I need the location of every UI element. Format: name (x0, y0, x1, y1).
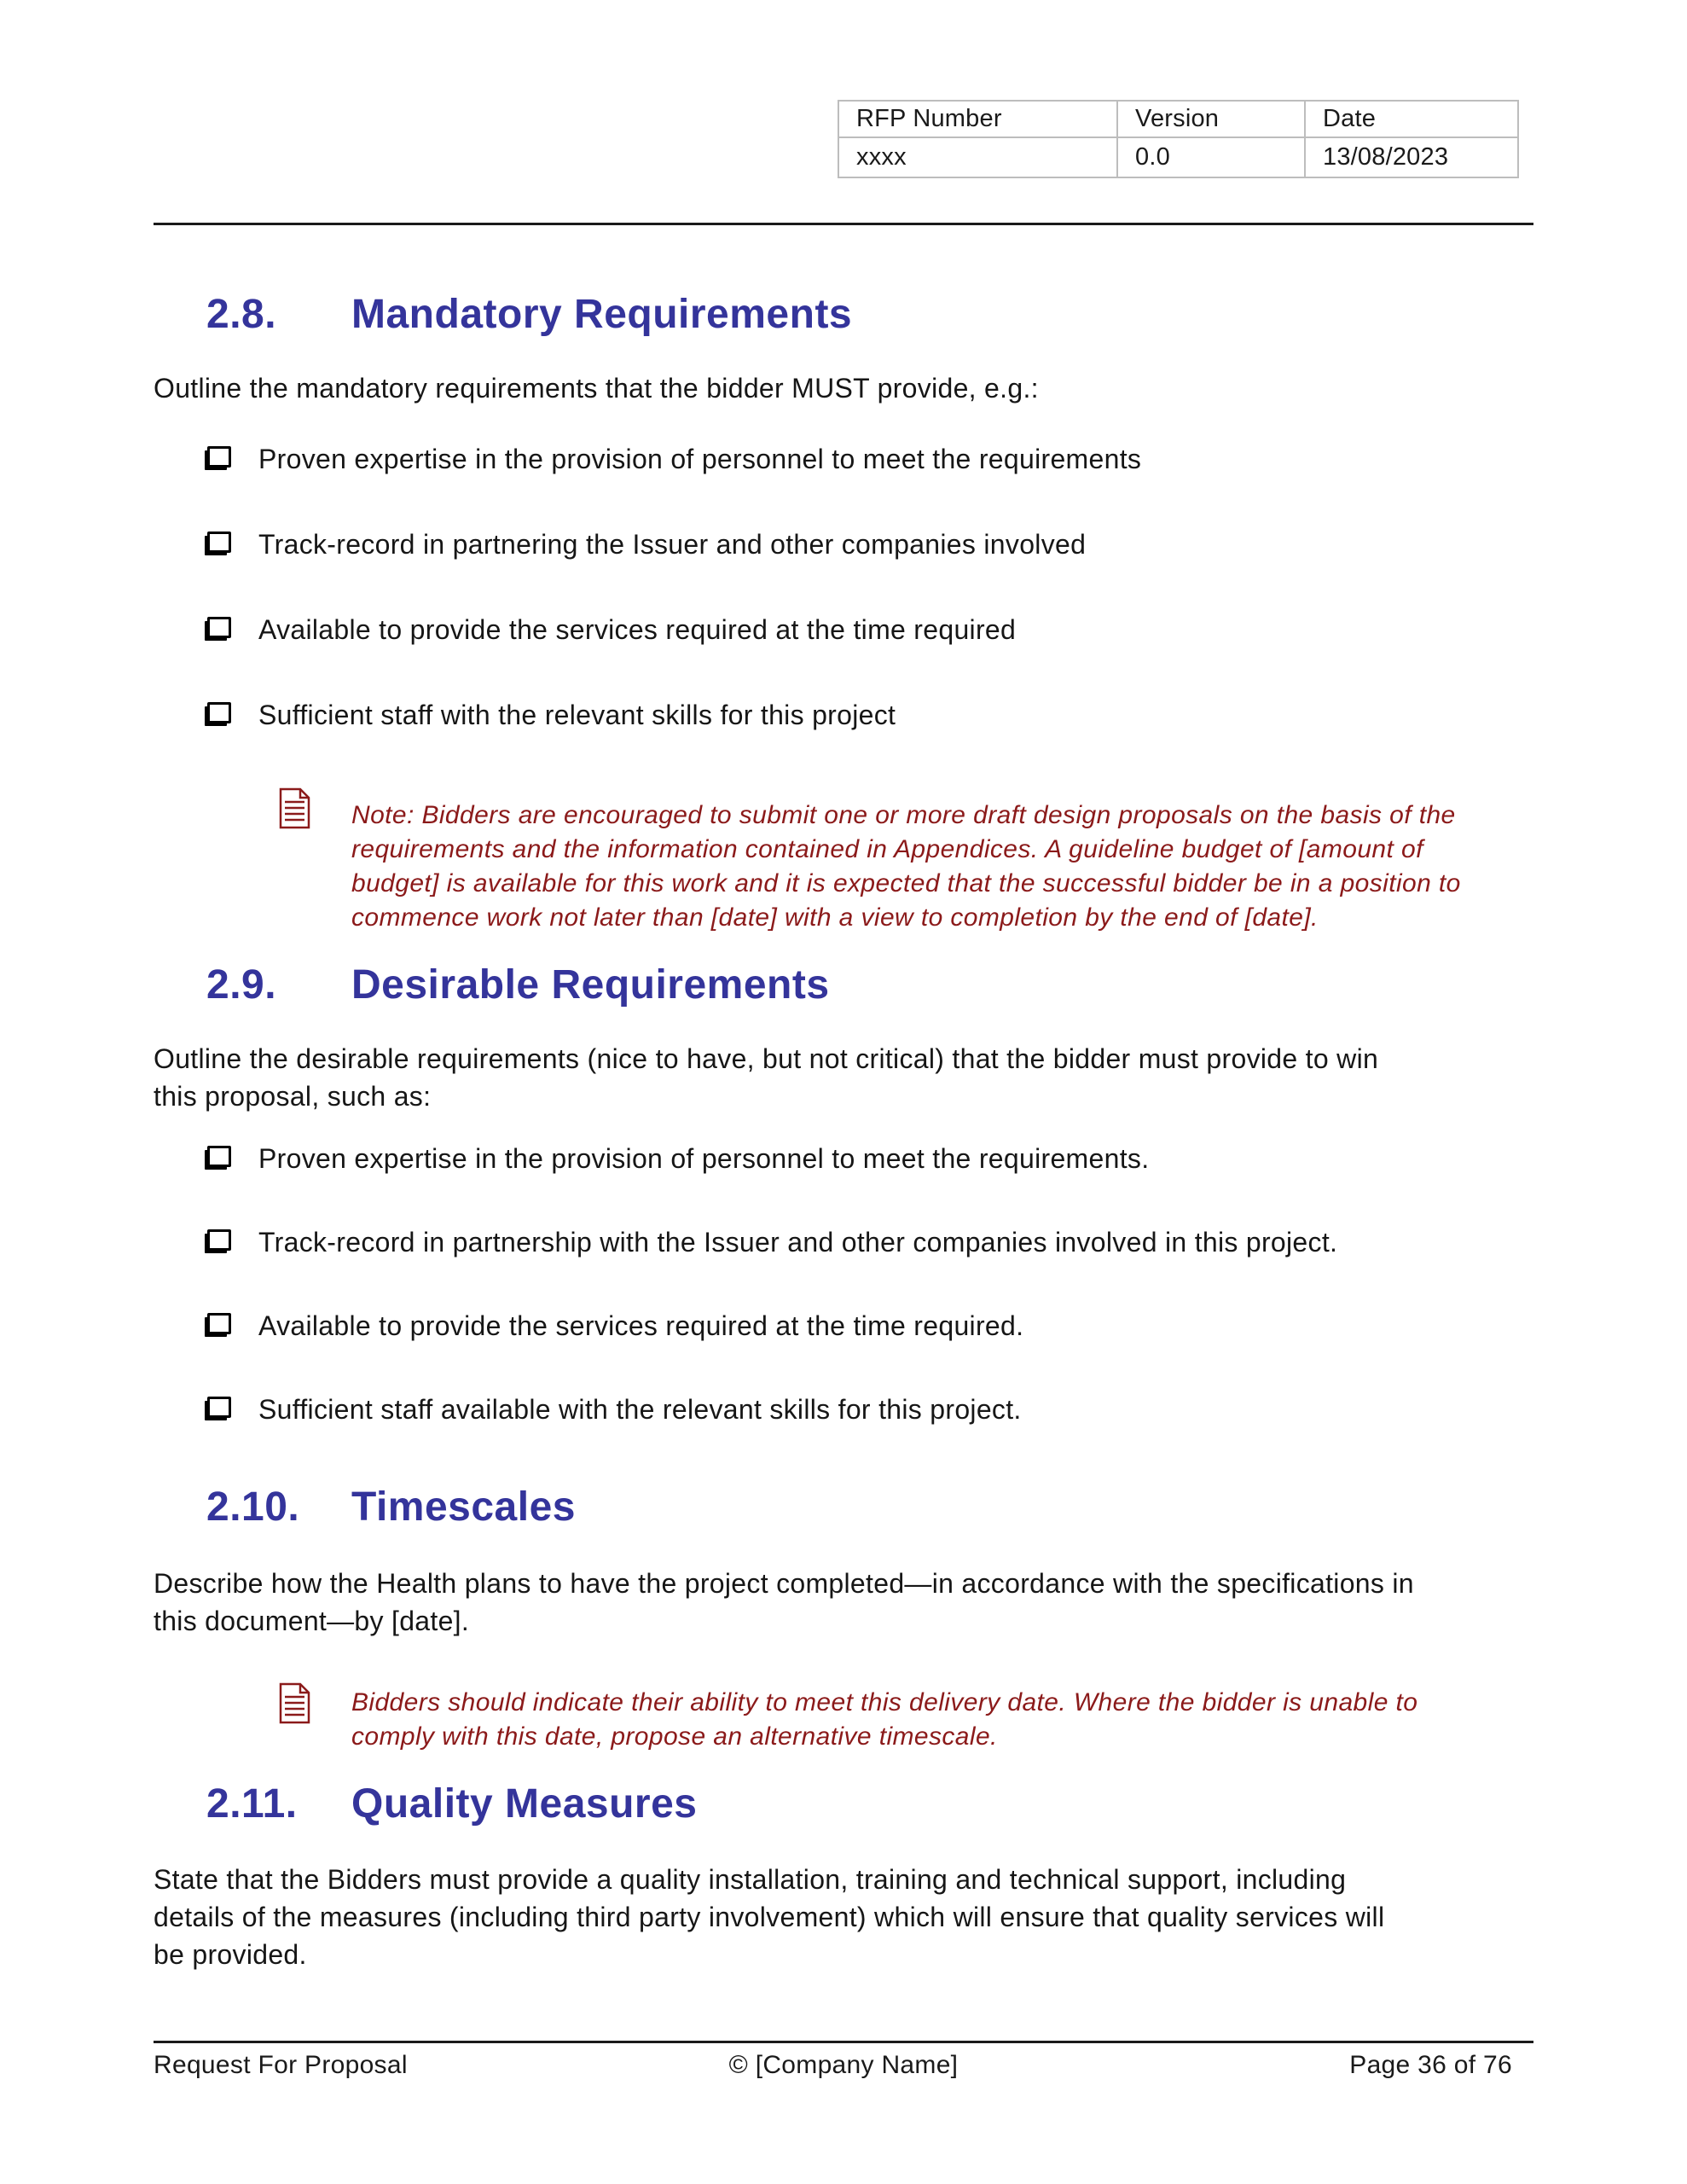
paragraph-line: Describe how the Health plans to have the project completed—in accordance with the specifications in (154, 1568, 1414, 1599)
checkbox-bullet-icon (207, 1146, 231, 1167)
footer-company: © [Company Name] (728, 2051, 959, 2079)
section-2-10-intro (154, 1565, 1414, 1640)
footer-rule (154, 2041, 1533, 2043)
note-line: budget] is available for this work and it is expected that the successful bidder be in a position to (351, 869, 1461, 897)
section-title: Timescales (351, 1484, 576, 1530)
checkbox-bullet-icon (207, 702, 231, 723)
section-number: 2.9. (206, 962, 277, 1008)
section-title: Mandatory Requirements (351, 292, 853, 337)
paragraph-line: Outline the mandatory requirements that the bidder MUST provide, e.g.: (154, 373, 1039, 404)
section-2-8-intro (154, 369, 1039, 407)
checkbox-bullet-icon (207, 1313, 231, 1334)
paragraph-line: be provided. (154, 1939, 307, 1970)
section-number: 2.8. (206, 292, 277, 337)
list-item (154, 1223, 1337, 1261)
list-item-text: Available to provide the services required at the time required (258, 614, 1017, 645)
list-item-text: Track-record in partnering the Issuer and other companies involved (258, 529, 1087, 560)
rfp-number-value: xxxx (838, 137, 1117, 177)
list-item (154, 696, 1141, 734)
list-item-text: Track-record in partnership with the Issuer and other companies involved in this project. (258, 1227, 1338, 1258)
checkbox-bullet-icon (207, 617, 231, 638)
paragraph-line: this document—by [date]. (154, 1606, 470, 1636)
checkbox-bullet-icon (207, 1397, 231, 1418)
section-number: 2.11. (206, 1781, 298, 1827)
list-item-text: Sufficient staff available with the relevant skills for this project. (258, 1394, 1022, 1425)
section-heading-2-8 (206, 293, 852, 337)
rfp-number-header: RFP Number (838, 101, 1117, 137)
section-title: Quality Measures (351, 1781, 698, 1827)
section-number: 2.10. (206, 1484, 300, 1530)
note-line: requirements and the information contained in Appendices. A guideline budget of [amount of (351, 835, 1423, 863)
table-row (838, 101, 1518, 137)
note-delivery-date (351, 1686, 1417, 1754)
list-item-text: Available to provide the services required at the time required. (258, 1310, 1024, 1341)
table-row (838, 137, 1518, 177)
paragraph-line: Outline the desirable requirements (nice to have, but not critical) that the bidder must provide to win (154, 1043, 1379, 1074)
list-item (154, 611, 1141, 648)
checkbox-bullet-icon (207, 531, 231, 553)
note-line: comply with this date, propose an alternative timescale. (351, 1722, 998, 1751)
section-title: Desirable Requirements (351, 962, 830, 1008)
list-item (154, 526, 1141, 563)
paragraph-line: this proposal, such as: (154, 1081, 432, 1112)
note-line: commence work not later than [date] with a view to completion by the end of [date]. (351, 903, 1319, 932)
version-header: Version (1117, 101, 1305, 137)
section-2-11-body (154, 1861, 1384, 1973)
list-item-text: Proven expertise in the provision of personnel to meet the requirements (258, 444, 1142, 474)
list-item-text: Sufficient staff with the relevant skills for this project (258, 700, 896, 730)
section-heading-2-9 (206, 963, 830, 1008)
section-2-8-bullet-list (154, 440, 1141, 781)
paragraph-line: details of the measures (including third party involvement) which will ensure that quality services will (154, 1902, 1385, 1932)
header-rule (154, 223, 1533, 225)
list-item (154, 1391, 1337, 1428)
note-line: Bidders should indicate their ability to meet this delivery date. Where the bidder is unable to (351, 1688, 1418, 1716)
date-value: 13/08/2023 (1305, 137, 1518, 177)
paragraph-line: State that the Bidders must provide a quality installation, training and technical support, including (154, 1864, 1347, 1895)
rfp-info-table (838, 100, 1519, 178)
section-2-9-bullet-list (154, 1140, 1337, 1474)
checkbox-bullet-icon (207, 1229, 231, 1251)
note-line: Note: Bidders are encouraged to submit one or more draft design proposals on the basis of the (351, 801, 1456, 829)
footer-document-title: Request For Proposal (154, 2051, 408, 2079)
section-heading-2-11 (206, 1782, 698, 1827)
list-item (154, 1307, 1337, 1345)
section-heading-2-10 (206, 1485, 576, 1530)
version-value: 0.0 (1117, 137, 1305, 177)
list-item (154, 440, 1141, 478)
footer-page-number: Page 36 of 76 (1349, 2051, 1512, 2079)
date-header: Date (1305, 101, 1518, 137)
list-item-text: Proven expertise in the provision of personnel to meet the requirements. (258, 1143, 1150, 1174)
document-note-icon (279, 787, 310, 829)
list-item (154, 1140, 1337, 1177)
section-2-9-intro (154, 1040, 1378, 1115)
note-budget (351, 799, 1461, 935)
checkbox-bullet-icon (207, 446, 231, 468)
document-note-icon (279, 1682, 310, 1724)
